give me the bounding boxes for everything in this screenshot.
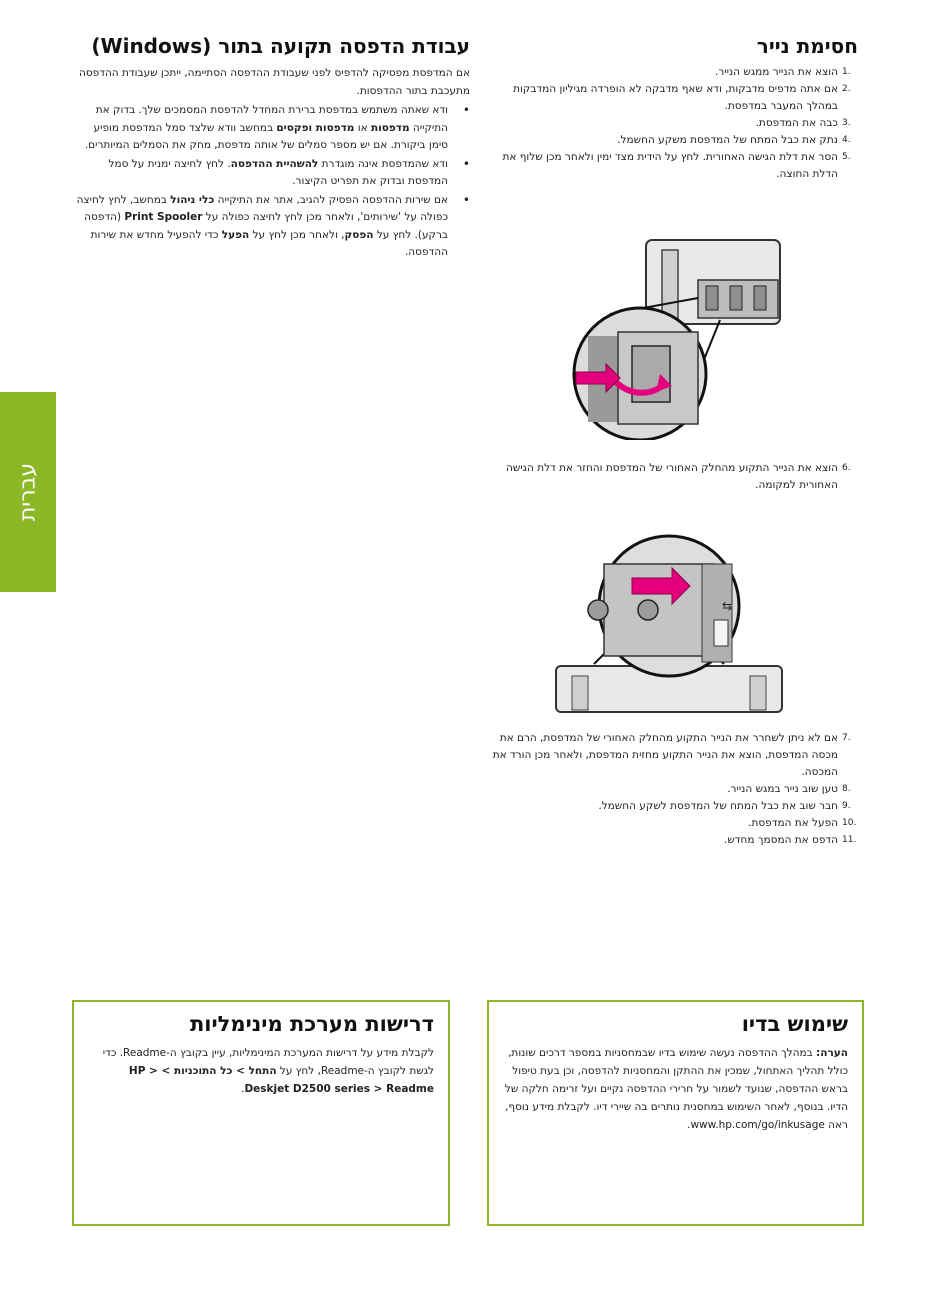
print-job-bullets — [74, 102, 470, 262]
list-item: 1. הוצא את הנייר ממגש הנייר. — [715, 66, 851, 78]
list-item: • אם שירות ההדפסה הפסיק להגיב, אתר את התיקייה כלי ניהול במחשב, לחץ לחיצה כפולה על 'שירותים', ולאחר מכן לחץ לחיצה כפולה על Print Spooler (הדפסה ברקע). לחץ על הפסק, ולאחר מכן לחץ על הפעל כדי להפעיל מחדש את שירות ההדפסה. — [74, 192, 470, 262]
paper-jam-steps — [488, 64, 858, 183]
list-item: 5. הסר את דלת הגישה האחורית. לחץ על הידית מצד ימין ולאחר מכן שלוף את הדלת החוצה. — [502, 151, 851, 180]
paper-jam-title: חסימת נייר — [756, 34, 858, 58]
list-item: • ודא שהמדפסת אינה מוגדרת להשהיית ההדפסה. לחץ לחיצה ימנית על סמל המדפסת ובדוק את תפריט הקיצור. — [74, 156, 470, 191]
list-item: 7. אם לא ניתן לשחרר את הנייר התקוע מהחלק האחורי של המדפסת, הרם את מכסה המדפסת, הוצא את הנייר התקוע מחזית המדפסת, ולאחר מכן הורד את המכסה. — [492, 732, 851, 778]
list-item: 2. אם אתה מדפיס מדבקות, ודא שאף מדבקה לא הופרדה מגיליון המדבקות במהלך המעבר במדפסת. — [513, 83, 851, 112]
language-label: עברית — [15, 462, 41, 522]
paper-jam-step6 — [488, 460, 858, 494]
system-requirements-box — [72, 1000, 450, 1226]
paper-jam-steps-continued — [488, 730, 858, 849]
ink-usage-box — [487, 1000, 864, 1226]
rear-door-drawing — [570, 236, 782, 440]
list-item: • ודא שאתה משתמש במדפסת ברירת המחדל להדפסת המסמכים שלך. בדוק את התיקייה מדפסות או מדפסות ופקסים במחשב וודא שלצד סמל המדפסת מופיע סימן ביקורת. אם יש מספר סמלים של אותה מדפסת, מחק את הסמלים המיותרים. — [74, 102, 470, 155]
rear-door-illustration — [570, 236, 782, 440]
print-job-intro: אם המדפסת מפסיקה להדפיס לפני שעבודת ההדפסה הסתיימה, ייתכן שעבודת ההדפסה מתעכבת בתור ההדפסות. — [78, 67, 470, 97]
paper-jam-section — [488, 34, 858, 183]
list-item: 4. נתק את כבל המתח של המדפסת משקע החשמל. — [617, 134, 851, 146]
system-requirements-text: לקבלת מידע על דרישות המערכת המינימליות, עיין בקובץ ה-Readme. כדי לגשת לקובץ ה-Readme, לחץ על התחל > כל התוכניות > HP > Deskjet D2500 series > Readme. — [102, 1047, 434, 1095]
list-item: 3. כבה את המדפסת. — [755, 117, 851, 129]
system-requirements-title: דרישות מערכת מינימליות — [189, 1012, 434, 1036]
ink-usage-note: הערה: במהלך ההדפסה נעשה שימוש בדיו שבמחסניות במספר דרכים שונות, כולל תהליך האתחול, שמכין את ההתקן והמחסניות להדפסה, וכן בעת טיפול בראש ההדפסה, שנועד לשמור על חרירי ההדפסה נקיים ועל זרימה חלקה של הדיו. בנוסף, לאחר השימוש במחסנית נותרים בה שיירי דיו. לקבלת מידע נוסף, ראה www.hp.com/go/inkusage. — [504, 1047, 848, 1131]
language-side-tab — [0, 392, 56, 592]
print-job-title: עבודת הדפסה תקועה בתור (Windows) — [91, 34, 470, 58]
list-item: 8. טען שוב נייר במגש הנייר. — [727, 783, 851, 795]
print-job-section — [74, 34, 470, 263]
list-item: 6. הוצא את הנייר התקוע מהחלק האחורי של המדפסת והחזר את דלת הגישה האחורית למקומה. — [506, 462, 851, 491]
rear-paper-removal-illustration — [554, 534, 784, 714]
rear-paper-drawing — [554, 534, 784, 714]
list-item: 9. חבר שוב את כבל המתח של המדפסת לשקע החשמל. — [598, 800, 851, 812]
list-item: 10. הפעל את המדפסת. — [748, 817, 857, 829]
ink-usage-title: שימוש בדיו — [741, 1012, 848, 1036]
list-item: 11. הדפס את המסמך מחדש. — [724, 834, 857, 846]
svg-text:⇆: ⇆ — [722, 599, 733, 613]
